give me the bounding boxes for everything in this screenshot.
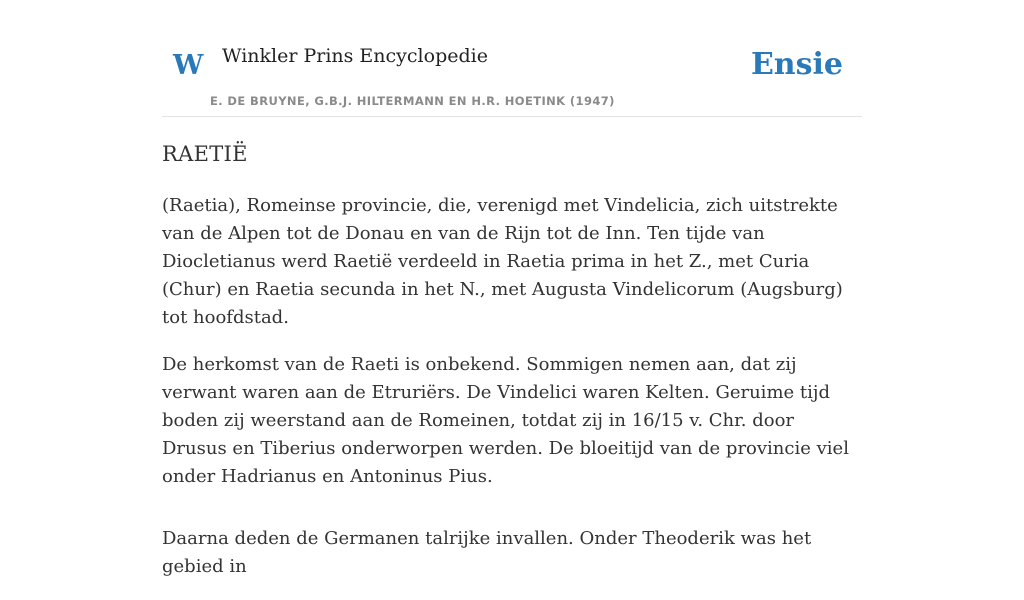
ensie-brand-logo[interactable]: Ensie xyxy=(750,47,843,82)
entry-content xyxy=(162,138,862,600)
entry-title: RAETIË xyxy=(162,142,248,166)
source-title-link[interactable]: Winkler Prins Encyclopedie xyxy=(222,45,488,67)
entry-paragraph: (Raetia), Romeinse provincie, die, verenigd met Vindelicia, zich uitstrekte van de Alpen tot de Donau en van de Rijn tot de Inn. Ten tijde van Diocletianus werd Raetië verdeeld in Raetia prima in het Z., met Curia (Chur) en Raetia secunda in het N., met Augusta Vindelicorum (Augsburg) tot hoofdstad. xyxy=(162,195,843,328)
source-logo[interactable]: W xyxy=(173,50,204,81)
entry-paragraph: Daarna deden de Germanen talrijke invallen. Onder Theoderik was het gebied in xyxy=(162,528,812,577)
source-header xyxy=(162,0,862,117)
entry-paragraph: De herkomst van de Raeti is onbekend. Sommigen nemen aan, dat zij verwant waren aan de Etruriërs. De Vindelici waren Kelten. Geruime tijd boden zij weerstand aan de Romeinen, totdat zij in 16/15 v. Chr. door Drusus en Tiberius onderworpen werden. De bloeitijd van de provincie viel onder Hadrianus en Antoninus Pius. xyxy=(162,354,849,487)
source-authors: E. DE BRUYNE, G.B.J. HILTERMANN EN H.R. HOETINK (1947) xyxy=(210,94,615,108)
